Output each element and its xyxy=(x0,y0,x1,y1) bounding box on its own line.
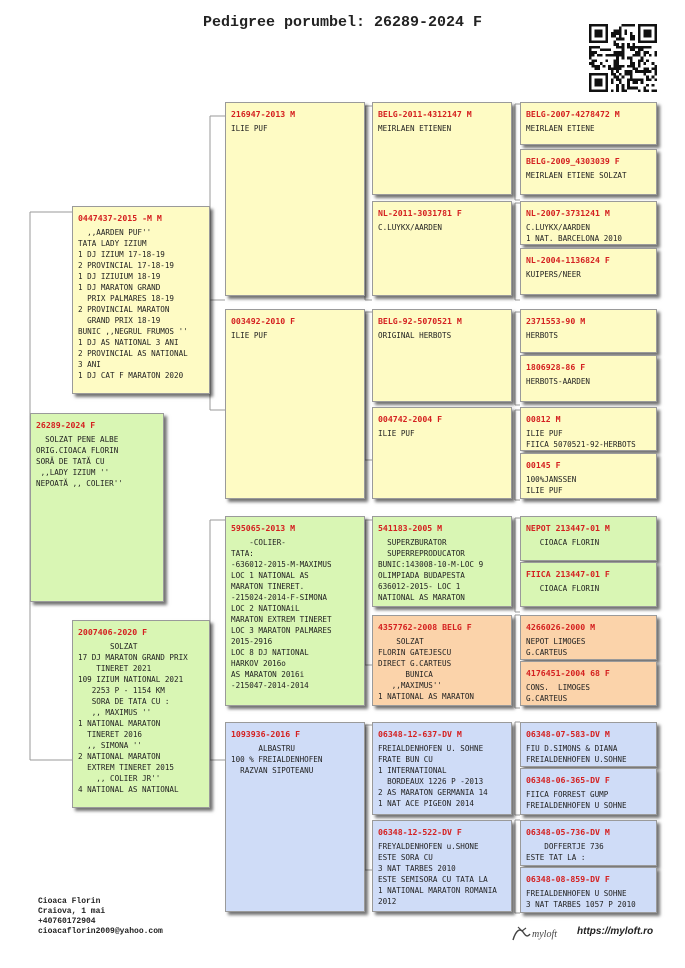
gen5-ring-number: NL-2004-1136824 F xyxy=(526,255,610,265)
ggp-card-ddd[interactable] xyxy=(372,820,512,912)
gen5-card[interactable] xyxy=(520,355,657,402)
gen5-card[interactable] xyxy=(520,149,657,195)
ggp-ring-number: BELG-92-5070521 M xyxy=(378,316,462,326)
subject-ring-number: 26289-2024 F xyxy=(36,420,96,430)
gen5-card[interactable] xyxy=(520,661,657,706)
sire-card[interactable] xyxy=(72,206,210,394)
gen5-description: MEIRLAEN ETIENE SOLZAT xyxy=(526,171,627,180)
dam-sire-card[interactable] xyxy=(225,516,365,706)
sire-sire-description: ILIE PUF xyxy=(231,124,268,133)
ggp-card-sdd[interactable] xyxy=(372,407,512,499)
ggp-description: SUPERZBURATOR SUPERREPRODUCATOR BUNIC:143008-10-M-LOC 9 OLIMPIADA BUDAPESTA 636012-2015- LOC 1 NATIONAL AS MARATON xyxy=(378,538,484,602)
gen5-description: NEPOT LIMOGES G.CARTEUS xyxy=(526,637,586,657)
gen5-description: DOFFERTJE 736 ESTE TAT LA : xyxy=(526,842,604,862)
gen5-ring-number: 4176451-2004 68 F xyxy=(526,668,610,678)
gen5-ring-number: 06348-06-365-DV F xyxy=(526,775,610,785)
gen5-card[interactable] xyxy=(520,768,657,815)
gen5-description: FREIALDENHOFEN U SOHNE 3 NAT TARBES 1057 P 2010 xyxy=(526,889,636,909)
gen5-card[interactable] xyxy=(520,867,657,913)
dam-dam-description: ALBASTRU 100 % FREIALDENHOFEN RAZVAN SIPOTEANU xyxy=(231,744,323,775)
gen5-description: 100%JANSSEN ILIE PUF xyxy=(526,475,577,495)
gen5-ring-number: 06348-05-736-DV M xyxy=(526,827,610,837)
ggp-ring-number: 4357762-2008 BELG F xyxy=(378,622,472,632)
gen5-card[interactable] xyxy=(520,820,657,866)
subject-description: SOLZAT PENE ALBE ORIG.CIOACA FLORIN SORĂ DE TATĂ CU ,,LADY IZIUM '' NEPOATĂ ,, COLIER'' xyxy=(36,435,123,488)
sire-sire-card[interactable] xyxy=(225,102,365,296)
gen5-ring-number: NL-2007-3731241 M xyxy=(526,208,610,218)
gen5-ring-number: 00145 F xyxy=(526,460,561,470)
dam-ring-number: 2007406-2020 F xyxy=(78,627,148,637)
gen5-description: CIOACA FLORIN xyxy=(526,538,600,547)
gen5-card[interactable] xyxy=(520,201,657,245)
gen5-card[interactable] xyxy=(520,309,657,353)
gen5-ring-number: BELG-2009_4303039 F xyxy=(526,156,620,166)
gen5-card[interactable] xyxy=(520,562,657,607)
ggp-card-sds[interactable] xyxy=(372,309,512,402)
sire-dam-ring-number: 003492-2010 F xyxy=(231,316,296,326)
ggp-ring-number: 06348-12-637-DV M xyxy=(378,729,462,739)
gen5-description: KUIPERS/NEER xyxy=(526,270,581,279)
gen5-description: MEIRLAEN ETIENE xyxy=(526,124,595,133)
dam-sire-ring-number: 595065-2013 M xyxy=(231,523,296,533)
ggp-description: MEIRLAEN ETIENEN xyxy=(378,124,452,133)
gen5-card[interactable] xyxy=(520,102,657,145)
ggp-ring-number: BELG-2011-4312147 M xyxy=(378,109,472,119)
ggp-card-dsd[interactable] xyxy=(372,615,512,706)
sire-dam-card[interactable] xyxy=(225,309,365,499)
gen5-ring-number: 1806928-86 F xyxy=(526,362,586,372)
ggp-description: SOLZAT FLORIN GATEJESCU DIRECT G.CARTEUS BUNICA ,,MAXIMUS'' 1 NATIONAL AS MARATON xyxy=(378,637,475,701)
gen5-card[interactable] xyxy=(520,516,657,561)
gen5-description: CONS. LIMOGES G.CARTEUS xyxy=(526,683,591,703)
gen5-description: FIU D.SIMONS & DIANA FREIALDENHOFEN U.SOHNE xyxy=(526,744,627,764)
sire-ring-number: 0447437-2015 -M M xyxy=(78,213,162,223)
page-title: Pedigree porumbel: 26289-2024 F xyxy=(202,14,483,31)
dam-dam-card[interactable] xyxy=(225,722,365,912)
owner-name: Cioaca Florin xyxy=(38,897,101,906)
sire-description: ,,AARDEN PUF'' TATA LADY IZIUM 1 DJ IZIUM 17-18-19 2 PROVINCIAL 17-18-19 1 DJ IZIUIUM 18-19 1 DJ MARATON GRAND PRIX PALMARES 18-19 2 PROVINCIAL MARATON GRAND PRIX 18-19 BUNIC ,,NEGRUL FRUMOS '' 1 DJ AS NATIONAL 3 ANI 2 PROVINCIAL AS NATIONAL 3 ANI 1 DJ CAT F MARATON 2020 xyxy=(78,228,188,380)
gen5-ring-number: NEPOT 213447-01 M xyxy=(526,523,610,533)
ggp-ring-number: 06348-12-522-DV F xyxy=(378,827,462,837)
ggp-description: C.LUYKX/AARDEN xyxy=(378,223,443,232)
subject-card[interactable] xyxy=(30,413,164,602)
gen5-description: HERBOTS-AARDEN xyxy=(526,377,591,386)
ggp-description: FREYALDENHOFEN u.SHONE ESTE SORA CU 3 NAT TARBES 2010 ESTE SEMISORA CU TATA LA 1 NATIONAL MARATON ROMANIA 2012 xyxy=(378,842,497,906)
site-url[interactable]: https://myloft.ro xyxy=(577,926,654,937)
sire-dam-description: ILIE PUF xyxy=(231,331,268,340)
owner-email[interactable]: cioacaflorin2009@yahoo.com xyxy=(38,927,163,936)
owner-city: Craiova, 1 mai xyxy=(38,907,106,916)
gen5-card[interactable] xyxy=(520,248,657,295)
gen5-ring-number: 00812 M xyxy=(526,414,561,424)
gen5-card[interactable] xyxy=(520,615,657,660)
ggp-card-ssd[interactable] xyxy=(372,201,512,296)
sire-sire-ring-number: 216947-2013 M xyxy=(231,109,296,119)
ggp-ring-number: 541183-2005 M xyxy=(378,523,443,533)
gen5-description: ILIE PUF FIICA 5070521-92-HERBOTS xyxy=(526,429,636,449)
ggp-description: ORIGINAL HERBOTS xyxy=(378,331,452,340)
owner-phone[interactable]: +40760172904 xyxy=(38,917,96,926)
gen5-ring-number: BELG-2007-4278472 M xyxy=(526,109,620,119)
ggp-ring-number: NL-2011-3031781 F xyxy=(378,208,462,218)
gen5-ring-number: 4266026-2000 M xyxy=(526,622,596,632)
gen5-description: FIICA FORREST GUMP FREIALDENHOFEN U SOHNE xyxy=(526,790,627,810)
gen5-card[interactable] xyxy=(520,453,657,499)
gen5-description: CIOACA FLORIN xyxy=(526,584,600,593)
logo-text: myloft xyxy=(532,929,557,940)
ggp-ring-number: 004742-2004 F xyxy=(378,414,443,424)
ggp-card-sss[interactable] xyxy=(372,102,512,195)
dam-description: SOLZAT 17 DJ MARATON GRAND PRIX TINERET 2021 109 IZIUM NATIONAL 2021 2253 P - 1154 KM SORA DE TATA CU : ,, MAXIMUS '' 1 NATIONAL MARATON TINERET 2016 ,, SIMONA '' 2 NATIONAL MARATON EXTREM TINERET 2015 ,, COLIER JR'' 4 NATIONAL AS NATIONAL xyxy=(78,642,188,794)
gen5-card[interactable] xyxy=(520,722,657,767)
gen5-ring-number: FIICA 213447-01 F xyxy=(526,569,610,579)
owner-contact xyxy=(38,897,163,937)
ggp-description: FREIALDENHOFEN U. SOHNE FRATE BUN CU 1 INTERNATIONAL BORDEAUX 1226 P -2013 2 AS MARATON GERMANIA 14 1 NAT ACE PIGEON 2014 xyxy=(378,744,488,808)
ggp-description: ILIE PUF xyxy=(378,429,415,438)
ggp-card-dds[interactable] xyxy=(372,722,512,815)
gen5-card[interactable] xyxy=(520,407,657,451)
gen5-description: HERBOTS xyxy=(526,331,559,340)
gen5-description: C.LUYKX/AARDEN 1 NAT. BARCELONA 2010 xyxy=(526,223,623,243)
gen5-ring-number: 06348-08-859-DV F xyxy=(526,874,610,884)
dam-dam-ring-number: 1093936-2016 F xyxy=(231,729,301,739)
gen5-ring-number: 2371553-90 M xyxy=(526,316,586,326)
dam-sire-description: -COLIER- TATA: -636012-2015-M-MAXIMUS LOC 1 NATIONAL AS MARATON TINERET. -215024-2014-F-SIMONA LOC 2 NATIONAiL MARATON EXTREM TINERET LOC 3 MARATON PALMARES 2015-2916 LOC 8 DJ NATIONAL HARKOV 2016o AS MARATON 2016i -215047-2014-2014 xyxy=(231,538,332,690)
gen5-ring-number: 06348-07-583-DV M xyxy=(526,729,610,739)
dam-card[interactable] xyxy=(72,620,210,808)
myloft-logo xyxy=(510,922,574,944)
ggp-card-dss[interactable] xyxy=(372,516,512,607)
